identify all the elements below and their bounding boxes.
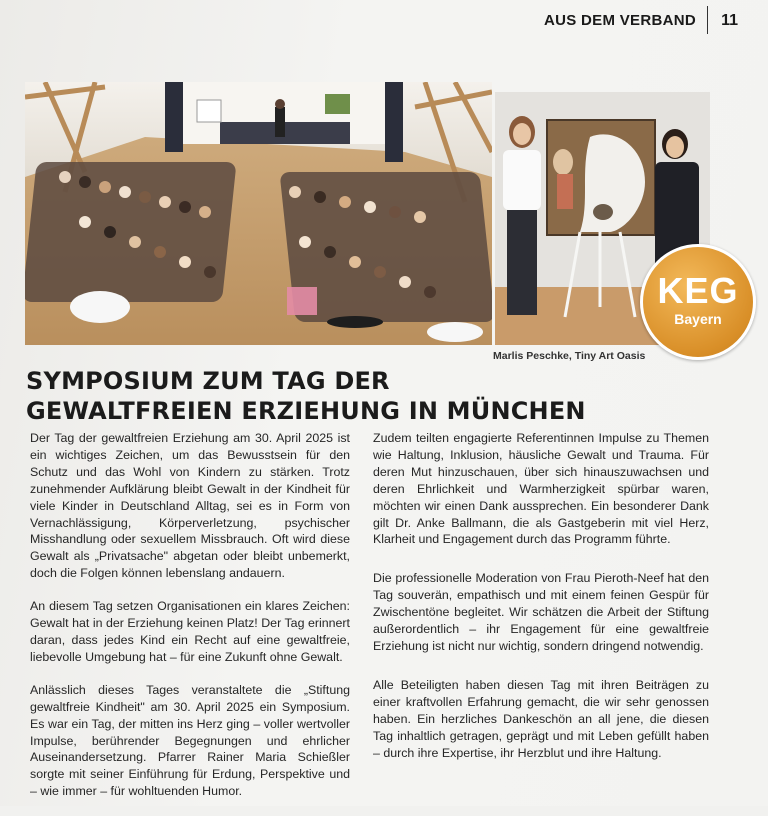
- headline-line-2: GEWALTFREIEN ERZIEHUNG IN MÜNCHEN: [26, 397, 586, 425]
- paragraph: Zudem teilten engagierte Referentinnen Impulse zu Themen wie Haltung, Inklusion, häusliche Gewalt und Trauma. Für deren Mut hinzuschauen, über sich hinauszuwachsen und deren Ehrlichkeit und Warmherzigkeit spürbar waren, möchten wir einen Dank aussprechen. Ein besonderer Dank gilt Dr. Anke Ballmann, die als Gastgeberin mit viel Herz, Klarheit und Engagement durch das Programm führte.: [373, 431, 709, 547]
- headline-line-1: SYMPOSIUM ZUM TAG DER: [26, 367, 390, 395]
- keg-bayern-badge: [640, 244, 756, 360]
- paragraph: Der Tag der gewaltfreien Erziehung am 30. April 2025 ist ein wichtiges Zeichen, um das Bewusstsein für den Schutz und das Wohl von Kindern zu stärken. Trotz zunehmender Aufklärung bleibt Gewalt in der Kindheit für viele Kinder in Deutschland Alltag, sei es in Form von Vernachlässigung, Körperverletzung, psychischer Misshandlung oder sexuellem Missbrauch. Oft wird diese Gewalt als „Privatsache" abgetan oder bleibt unbemerkt, doch die Folgen können lebenslang andauern.: [30, 431, 350, 581]
- page-number: 11: [721, 12, 738, 29]
- paragraph: An diesem Tag setzen Organisationen ein klares Zeichen: Gewalt hat in der Erziehung keinen Platz! Der Tag erinnert daran, dass jedes Kind ein Recht auf eine gewaltfreie, liebevolle Umgebung hat – für eine Zukunft ohne Gewalt.: [30, 599, 350, 664]
- photo-caption: Marlis Peschke, Tiny Art Oasis: [493, 350, 646, 362]
- badge-title: KEG: [657, 270, 739, 311]
- article-column-right: [373, 430, 709, 777]
- paragraph: Alle Beteiligten haben diesen Tag mit ihren Beiträgen zu einer kraftvollen Erfahrung gemacht, die wir sehr genossen haben. Ein herzliches Dankeschön an all jene, die diesen Tag inhaltlich getragen, geprägt und mit Leben gefüllt haben – durch ihre Expertise, ihr Herzblut und ihre Haltung.: [373, 677, 709, 760]
- paragraph: Die professionelle Moderation von Frau Pieroth-Neef hat den Tag souverän, empathisch und mit einem feinen Gespür für Zwischentöne begleitet. Wir schätzen die Arbeit der Stiftung außerordentlich – ihr Engagement für eine gewaltfreie Erziehung ist nicht nur wichtig, sondern dringend notwendig.: [373, 571, 709, 653]
- paragraph: Anlässlich dieses Tages veranstaltete die „Stiftung gewaltfreie Kindheit" am 30. April 2025 ein Symposium. Es war ein Tag, der mitten ins Herz ging – voller wertvoller Impulse, berührender Begegnungen und ehrlicher Auseinandersetzung. Pfarrer Rainer Maria Schießler sorgte mit seiner Einführung für Erdung, Perspektive und – wie immer – für wohltuenden Humor.: [30, 682, 350, 799]
- badge-subtitle: Bayern: [674, 311, 722, 327]
- article-column-left: [30, 430, 350, 816]
- symposium-hall-photo: [25, 82, 492, 345]
- article-headline: [26, 366, 666, 426]
- header-divider: [707, 6, 709, 34]
- symposium-hall-illustration: [25, 82, 492, 345]
- section-label: AUS DEM VERBAND: [543, 12, 696, 29]
